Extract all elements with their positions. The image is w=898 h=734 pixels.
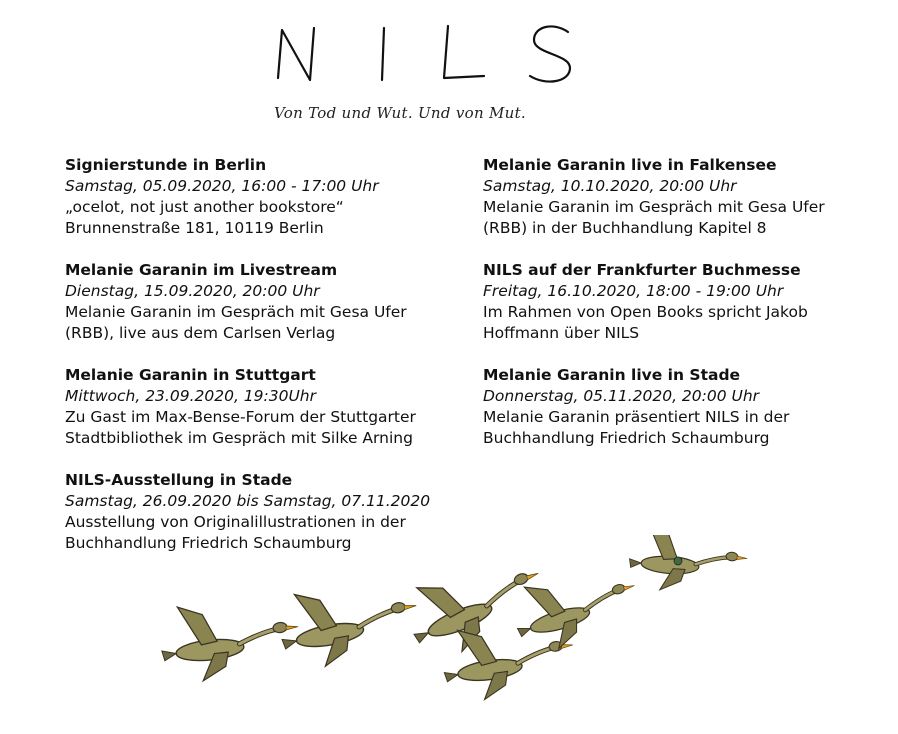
tagline: Von Tod und Wut. Und von Mut. — [274, 104, 527, 122]
event-title: Melanie Garanin im Livestream — [65, 261, 338, 279]
event-title: Melanie Garanin in Stuttgart — [65, 366, 316, 384]
event-description-line: Melanie Garanin im Gespräch mit Gesa Ufer — [483, 198, 825, 216]
event-description-line: Im Rahmen von Open Books spricht Jakob — [483, 303, 808, 321]
event-title: Melanie Garanin live in Falkensee — [483, 156, 777, 174]
event-date: Samstag, 26.09.2020 bis Samstag, 07.11.2020 — [65, 492, 431, 510]
event-description-line: Ausstellung von Originalillustrationen in der — [65, 513, 406, 531]
event-date: Samstag, 10.10.2020, 20:00 Uhr — [483, 177, 737, 195]
event-description-line: Melanie Garanin präsentiert NILS in der — [483, 408, 790, 426]
event-title: NILS auf der Frankfurter Buchmesse — [483, 261, 801, 279]
goose-1 — [157, 595, 302, 685]
event-item — [65, 365, 465, 449]
event-description — [65, 302, 465, 344]
goose-2 — [275, 574, 424, 673]
event-description-line: Hoffmann über NILS — [483, 324, 640, 342]
event-title: Signierstunde in Berlin — [65, 156, 267, 174]
nils-rider — [674, 557, 682, 565]
event-item — [483, 155, 883, 239]
event-date: Donnerstag, 05.11.2020, 20:00 Uhr — [483, 387, 760, 405]
event-description-line: (RBB) in der Buchhandlung Kapitel 8 — [483, 219, 767, 237]
event-description-line: Brunnenstraße 181, 10119 Berlin — [65, 219, 324, 237]
event-description-line: Melanie Garanin im Gespräch mit Gesa Ufer — [65, 303, 407, 321]
event-date: Samstag, 05.09.2020, 16:00 - 17:00 Uhr — [65, 177, 379, 195]
event-description-line: Buchhandlung Friedrich Schaumburg — [483, 429, 770, 447]
event-description-line: „ocelot, not just another bookstore“ — [65, 198, 344, 216]
event-description — [483, 407, 883, 449]
goose-5 — [507, 558, 645, 658]
flying-geese-illustration — [150, 535, 750, 734]
event-item — [65, 155, 465, 239]
event-date: Freitag, 16.10.2020, 18:00 - 19:00 Uhr — [483, 282, 784, 300]
event-date: Mittwoch, 23.09.2020, 19:30Uhr — [65, 387, 317, 405]
event-description — [483, 197, 883, 239]
nils-logo — [272, 18, 582, 96]
event-title: NILS-Ausstellung in Stade — [65, 471, 293, 489]
event-title: Melanie Garanin live in Stade — [483, 366, 741, 384]
event-date: Dienstag, 15.09.2020, 20:00 Uhr — [65, 282, 320, 300]
event-item — [483, 365, 883, 449]
event-description — [65, 407, 465, 449]
event-item — [65, 260, 465, 344]
event-description-line: Zu Gast im Max-Bense-Forum der Stuttgarter — [65, 408, 416, 426]
event-description — [483, 302, 883, 344]
goose-6 — [628, 535, 750, 596]
nils-logo-lettering — [272, 18, 582, 96]
event-description-line: Buchhandlung Friedrich Schaumburg — [65, 534, 352, 552]
event-description — [65, 197, 465, 239]
event-description-line: Stadtbibliothek im Gespräch mit Silke Arning — [65, 429, 413, 447]
geese-drawing — [150, 535, 750, 734]
event-item — [483, 260, 883, 344]
events-column-right — [483, 155, 883, 470]
events-column-left — [65, 155, 465, 575]
event-description-line: (RBB), live aus dem Carlsen Verlag — [65, 324, 336, 342]
